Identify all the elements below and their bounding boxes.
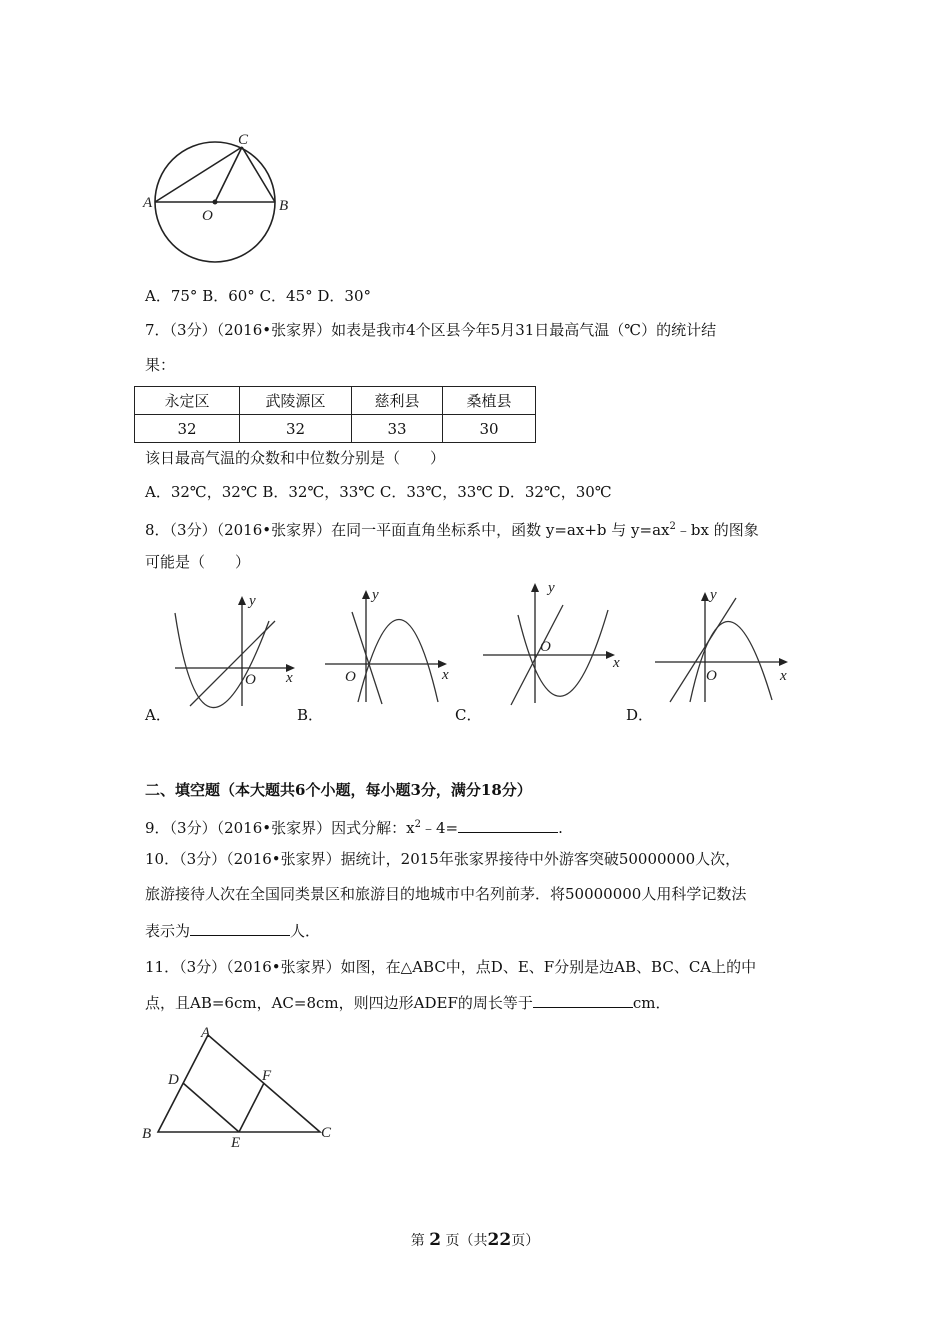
segment-de: [183, 1083, 239, 1132]
svg-text:O: O: [706, 668, 717, 684]
label-a: A: [143, 195, 153, 211]
svg-text:y: y: [249, 593, 256, 609]
footer-mid: 页（共: [445, 1233, 488, 1249]
label-c: C: [321, 1125, 332, 1141]
table-cell: 30: [443, 415, 536, 443]
q9-end: .: [558, 819, 563, 837]
footer-page-number: 2: [429, 1230, 442, 1250]
center-point: [213, 200, 218, 205]
q8-line2: 可能是（ ）: [145, 553, 251, 571]
table-cell: 33: [352, 415, 443, 443]
table-cell: 32: [135, 415, 240, 443]
svg-text:O: O: [245, 672, 256, 688]
q11-answer-blank[interactable]: [533, 1007, 633, 1008]
q9-pre: 9．（3分）（2016•张家界）因式分解：x: [145, 819, 415, 837]
graph-option-d: [650, 582, 795, 712]
q10-line3-pre: 表示为: [145, 922, 191, 940]
svg-text:y: y: [372, 587, 379, 603]
page-footer: [0, 1230, 950, 1250]
temperature-table: [134, 386, 536, 443]
q9-sup: 2: [414, 819, 421, 830]
label-d: D: [168, 1072, 179, 1088]
circle-figure: [140, 130, 300, 265]
option-d-label: D．: [626, 706, 654, 724]
graph-option-b: [320, 582, 465, 712]
q8-line1-pre: 8．（3分）（2016•张家界）在同一平面直角坐标系中，函数 y=ax+b 与 y=ax: [145, 521, 670, 539]
q10-line3-post: 人．: [290, 922, 321, 940]
svg-text:x: x: [442, 667, 449, 683]
q7-options: A．32℃，32℃ B．32℃，33℃ C．33℃，33℃ D．32℃，30℃: [145, 483, 612, 501]
label-c: C: [238, 132, 249, 148]
q7-question: 该日最高气温的众数和中位数分别是（ ）: [145, 449, 446, 467]
q11-line2-post: cm．: [632, 994, 671, 1012]
label-b: B: [142, 1126, 152, 1142]
label-b: B: [279, 198, 289, 214]
triangle-abc: [158, 1035, 320, 1132]
q9-text: [145, 815, 563, 838]
table-header-cell: 慈利县: [352, 387, 443, 415]
svg-text:y: y: [548, 580, 555, 596]
q11-line1: 11．（3分）（2016•张家界）如图，在△ABC中，点D、E、F分别是边AB、BC、CA上的中: [145, 958, 757, 976]
q8-line1: [145, 517, 759, 540]
svg-text:y: y: [710, 587, 717, 603]
q9-post: ﹣4=: [420, 819, 459, 837]
q7-line2: 果：: [145, 356, 176, 374]
q7-line1: 7．（3分）（2016•张家界）如表是我市4个区县今年5月31日最高气温（℃）的统计结: [145, 321, 717, 339]
option-a-label: A．: [145, 706, 171, 724]
footer-total-pages: 22: [487, 1230, 512, 1250]
q10-line3: [145, 921, 320, 941]
q10-line2: 旅游接待人次在全国同类景区和旅游目的地城市中名列前茅．将50000000人用科学记数法: [145, 885, 747, 903]
option-b-label: B．: [297, 706, 324, 724]
table-cell: 32: [240, 415, 352, 443]
label-a: A: [201, 1025, 211, 1041]
table-row: [135, 415, 536, 443]
triangle-figure: [140, 1022, 340, 1152]
graph-option-a: [165, 588, 310, 713]
svg-text:x: x: [286, 670, 293, 686]
chord-cb: [242, 147, 275, 202]
q8-line1-sup: 2: [669, 521, 676, 532]
svg-text:O: O: [345, 669, 356, 685]
q10-line1: 10．（3分）（2016•张家界）据统计，2015年张家界接待中外游客突破50000000人次，: [145, 850, 741, 868]
q9-answer-blank[interactable]: [458, 832, 558, 833]
graph-option-c: [478, 575, 633, 710]
table-header-cell: 武陵源区: [240, 387, 352, 415]
table-header-row: [135, 387, 536, 415]
footer-post: 页）: [511, 1233, 540, 1249]
q6-options: A．75° B．60° C．45° D．30°: [145, 287, 372, 305]
label-o: O: [202, 208, 213, 224]
option-c-label: C．: [455, 706, 482, 724]
svg-text:x: x: [780, 668, 787, 684]
q11-line2-pre: 点，且AB=6cm，AC=8cm，则四边形ADEF的周长等于: [145, 994, 533, 1012]
q11-line2: [145, 993, 670, 1013]
svg-text:O: O: [540, 639, 551, 655]
segment-ef: [239, 1083, 264, 1132]
label-f: F: [262, 1068, 272, 1084]
table-header-cell: 永定区: [135, 387, 240, 415]
q10-answer-blank[interactable]: [190, 935, 290, 936]
section-title: 二、填空题（本大题共6个小题，每小题3分，满分18分）: [145, 781, 532, 799]
q8-line1-post: ﹣bx 的图象: [675, 521, 759, 539]
table-header-cell: 桑植县: [443, 387, 536, 415]
footer-pre: 第: [410, 1233, 425, 1249]
label-e: E: [231, 1135, 241, 1151]
svg-text:x: x: [613, 655, 620, 671]
